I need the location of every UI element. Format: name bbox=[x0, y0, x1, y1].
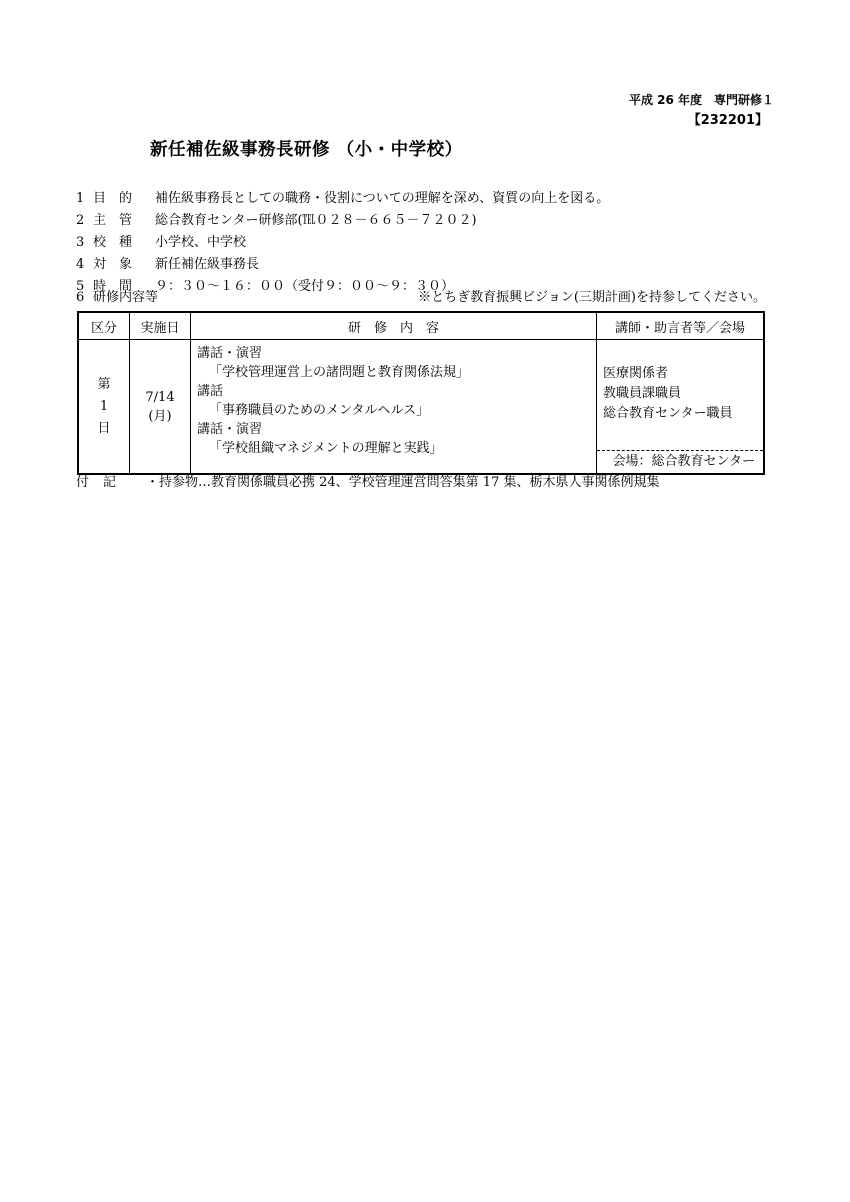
instructor-item: 医療関係者 bbox=[603, 366, 669, 381]
info-item-purpose: 1 目 的 補佐級事務長としての職務・役割についての理解を深め、資質の向上を図る。 bbox=[76, 191, 610, 206]
content-label: 研修内容等 bbox=[93, 290, 159, 305]
day-cell: 第 1 日 bbox=[78, 340, 130, 475]
session-topic: 「学校組織マネジメントの理解と実践」 bbox=[209, 441, 443, 456]
venue-label: 会場：総合教育センター bbox=[597, 450, 763, 473]
instructor-list bbox=[597, 340, 763, 450]
bring-vision-note: ※とちぎ教育振興ビジョン(三期計画)を持参してください。 bbox=[418, 290, 766, 305]
content-cell bbox=[191, 340, 597, 475]
course-code: 【232201】 bbox=[687, 113, 768, 128]
notes-label: 付記 bbox=[76, 475, 131, 490]
time-value: ９：３０～１６：００（受付９：００～９：３０） bbox=[155, 279, 455, 294]
schedule-table bbox=[77, 311, 765, 475]
table-header-row bbox=[78, 312, 764, 340]
session-topic: 「学校管理運営上の諸問題と教育関係法規」 bbox=[209, 365, 470, 380]
session-topic: 「事務職員のためのメンタルヘルス」 bbox=[209, 403, 430, 418]
organizer-value: 総合教育センター研修部(℡０２８－６６５－７２０２) bbox=[155, 213, 477, 228]
weekday: (月) bbox=[148, 408, 172, 424]
info-item-time: 5 時 間 ９：３０～１６：００（受付９：００～９：３０） bbox=[76, 279, 455, 294]
header-date: 実施日 bbox=[130, 312, 191, 340]
session-type: 講話・演習 bbox=[197, 422, 263, 437]
purpose-value: 補佐級事務長としての職務・役割についての理解を深め、資質の向上を図る。 bbox=[155, 191, 610, 206]
instructor-item: 総合教育センター職員 bbox=[603, 406, 733, 421]
date: 7/14 bbox=[145, 389, 175, 405]
header-instructor-venue: 講師・助言者等／会場 bbox=[597, 312, 765, 340]
header-content: 研 修 内 容 bbox=[191, 312, 597, 340]
page-title: 新任補佐級事務長研修 （小・中学校） bbox=[150, 140, 463, 160]
info-item-target: 4 対 象 新任補佐級事務長 bbox=[76, 257, 260, 272]
notes-section bbox=[76, 473, 659, 493]
info-item-school-type: 3 校 種 小学校、中学校 bbox=[76, 235, 247, 250]
header-division: 区分 bbox=[78, 312, 130, 340]
info-item-content: 6 研修内容等 ※とちぎ教育振興ビジョン(三期計画)を持参してください。 bbox=[76, 288, 766, 308]
instructor-item: 教職員課職員 bbox=[603, 386, 682, 401]
notes-text: ・持参物…教育関係職員必携 24、学校管理運営問答集第 17 集、栃木県人事関係例規集 bbox=[146, 475, 660, 490]
target-value: 新任補佐級事務長 bbox=[155, 257, 260, 272]
session-type: 講話・演習 bbox=[197, 346, 263, 361]
fiscal-year-label: 平成 26 年度 専門研修１ bbox=[628, 93, 774, 107]
instructor-cell bbox=[597, 340, 765, 475]
info-item-organizer: 2 主 管 総合教育センター研修部(℡０２８－６６５－７２０２) bbox=[76, 213, 477, 228]
table-row bbox=[78, 340, 764, 475]
session-type: 講話 bbox=[197, 384, 224, 399]
course-info-list bbox=[76, 188, 609, 298]
school-type-value: 小学校、中学校 bbox=[155, 235, 247, 250]
date-cell bbox=[130, 340, 191, 475]
